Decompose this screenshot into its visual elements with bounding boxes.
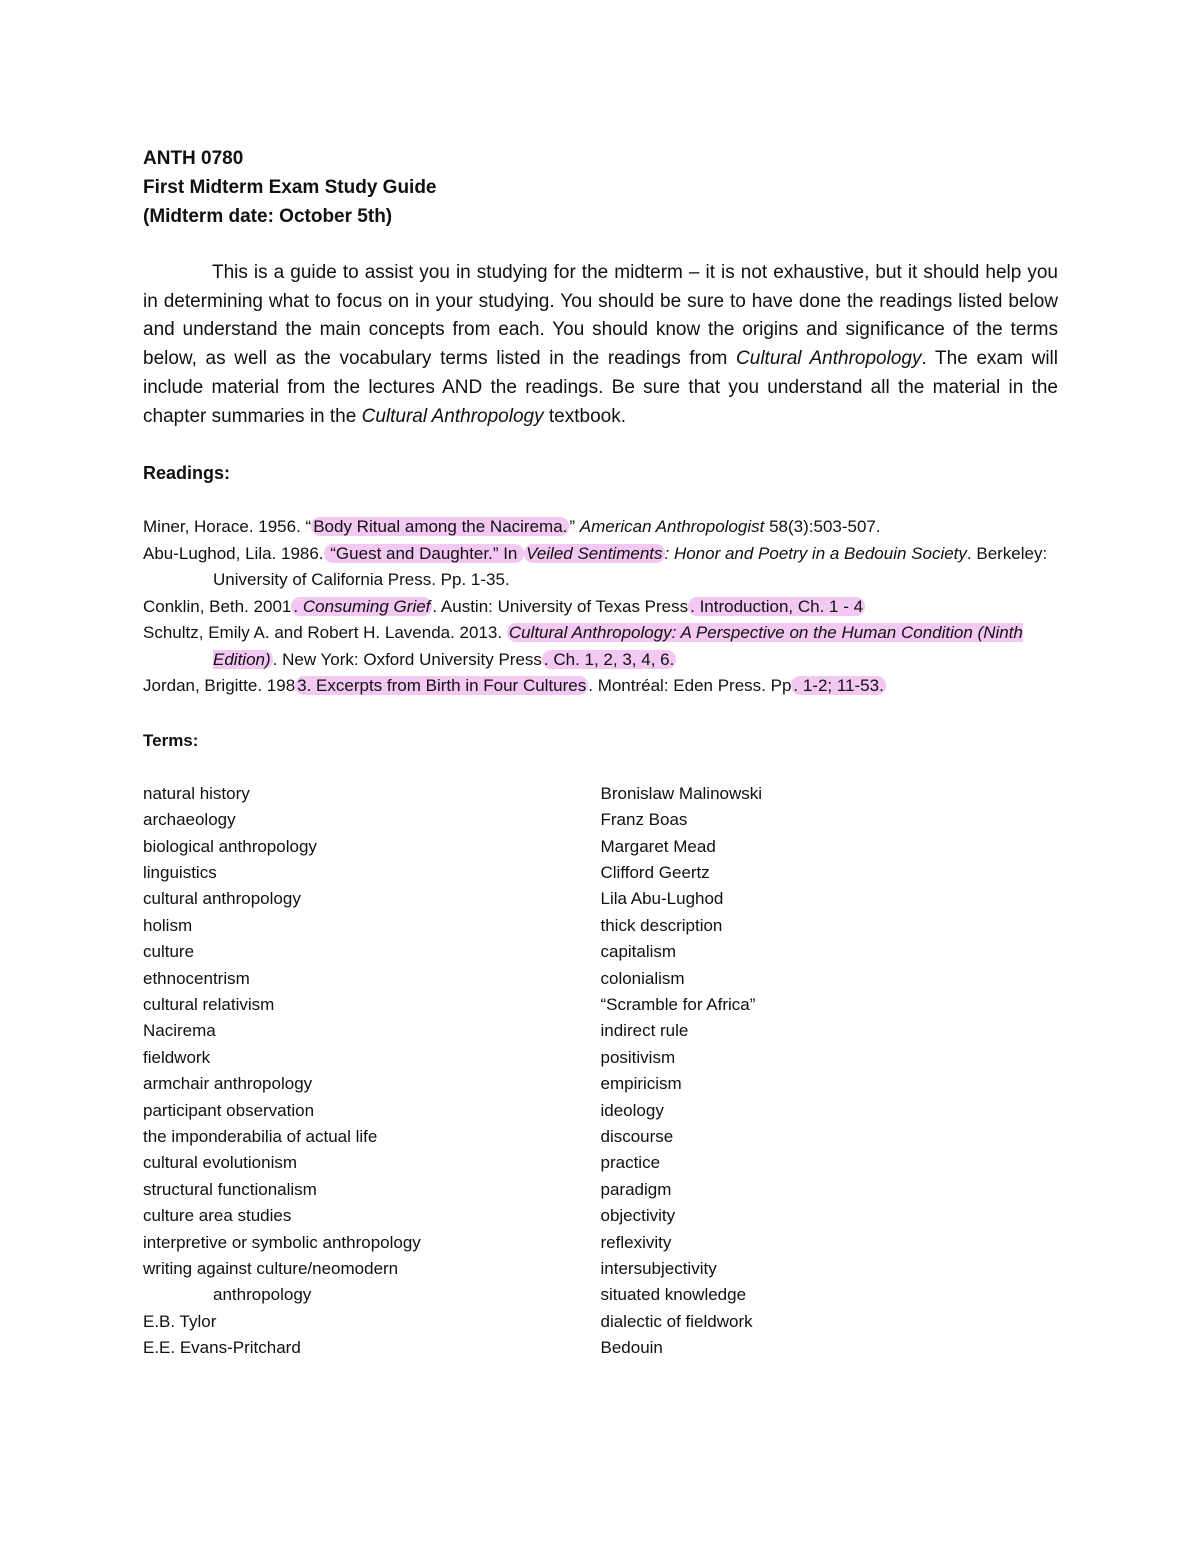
term-item: armchair anthropology [143,1074,313,1094]
term-item: thick description [600,915,723,935]
term-item: colonialism [600,968,685,988]
term-item: objectivity [600,1206,676,1226]
term-item: practice [600,1153,661,1173]
term-item: culture [143,942,195,962]
term-item: biological anthropology [143,836,317,856]
reading-jordan: Jordan, Brigitte. 198 3. Excerpts from Birth in Four Cultures . Montréal: Eden Press. Pp . 1-2; 11-53. [143,676,884,696]
term-item: positivism [600,1047,676,1067]
term-item: E.E. Evans-Pritchard [143,1338,301,1358]
terms-heading: Terms: [143,730,199,750]
term-item: cultural anthropology [143,889,301,909]
term-item: structural functionalism [143,1179,317,1199]
term-item: Franz Boas [600,810,688,830]
document-title: First Midterm Exam Study Guide [143,177,437,198]
term-item: discourse [600,1127,674,1146]
term-item: cultural relativism [143,994,275,1014]
terms-right-column [601,781,1059,1362]
document-body [143,144,1058,1362]
term-item: Clifford Geertz [600,862,710,882]
term-item: participant observation [143,1100,315,1120]
term-item: Bedouin [600,1338,663,1358]
term-item: Bronislaw Malinowski [600,783,763,803]
term-item: ideology [600,1100,664,1120]
term-item: fieldwork [143,1047,211,1067]
readings-list [143,514,1058,700]
term-item: cultural evolutionism [143,1153,298,1173]
term-item: natural history [143,783,250,803]
term-item: situated knowledge [600,1285,747,1305]
term-item: archaeology [143,810,236,830]
term-item: indirect rule [600,1021,689,1041]
term-item: ethnocentrism [143,968,250,988]
term-item: writing against culture/neomodern [143,1259,399,1279]
midterm-date: (Midterm date: October 5th) [143,206,393,227]
reading-miner: Miner, Horace. 1956. “ Body Ritual among the Nacirema. ” American Anthropologist 58(3):503-507. [143,517,881,537]
term-item: “Scramble for Africa” [600,994,756,1014]
term-item: the imponderabilia of actual life [143,1127,378,1146]
reading-abu-lughod: Abu-Lughod, Lila. 1986. “Guest and Daughter.” In Veiled Sentiments : Honor and Poetry in a Bedouin Society. Berkeley: University of California Press. Pp. 1-35. [143,543,1048,590]
readings-heading: Readings: [143,463,231,484]
reading-conklin: Conklin, Beth. 2001 . Consuming Grief . Austin: University of Texas Press . Introduction, Ch. 1 - 4 [143,596,864,616]
term-item: E.B. Tylor [143,1311,217,1331]
term-item: dialectic of fieldwork [600,1311,753,1331]
intro-paragraph: This is a guide to assist you in studying for the midterm – it is not exhaustive, but it should help you in determining what to focus on in your studying. You should be sure to have done the readings listed below and understand the main concepts from each. You should know the origins and significance of the terms below, as well as the vocabulary terms listed in the readings from Cultural Anthropology. The exam will include material from the lectures AND the readings. Be sure that you understand all the material in the chapter summaries in the Cultural Anthropology textbook. [143,262,1058,427]
term-item: Nacirema [143,1021,216,1041]
course-code: ANTH 0780 [143,148,244,169]
term-item: culture area studies [143,1206,292,1226]
terms-columns [143,781,1058,1362]
term-item: paradigm [600,1179,672,1199]
term-item: interpretive or symbolic anthropology [143,1232,421,1252]
term-item: Lila Abu-Lughod [600,889,724,909]
term-item: Margaret Mead [600,836,716,856]
terms-left-column [143,781,601,1362]
term-item: anthropology [213,1285,312,1305]
term-item: holism [143,915,193,935]
term-item: intersubjectivity [600,1259,717,1279]
reading-schultz: Schultz, Emily A. and Robert H. Lavenda. 2013. Cultural Anthropology: A Perspective on the Human Condition (Ninth Edition) . New York: Oxford University Press . Ch. 1, 2, 3, 4, 6. [143,623,1023,669]
term-item: capitalism [600,942,677,962]
term-item: empiricism [600,1074,682,1094]
term-item: linguistics [143,862,217,882]
term-item: reflexivity [600,1232,672,1252]
